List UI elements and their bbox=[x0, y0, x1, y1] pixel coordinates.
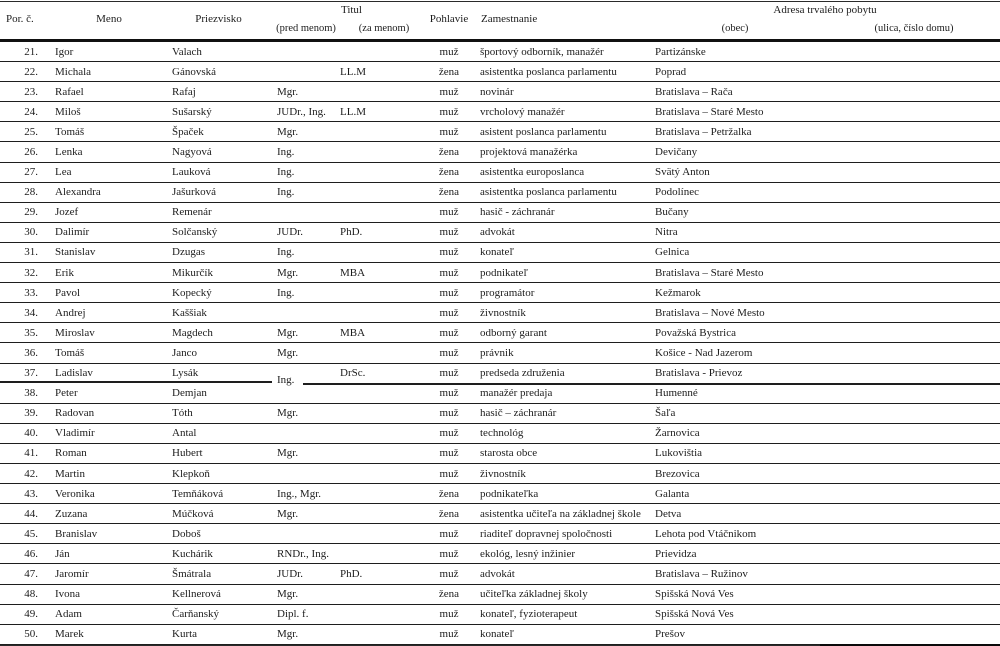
cell-obec: Prievidza bbox=[655, 547, 697, 560]
header-titul-pred-menom: (pred menom) bbox=[276, 23, 336, 34]
table-row bbox=[0, 323, 1000, 343]
table-row bbox=[0, 524, 1000, 544]
cell-titul-pred-menom: JUDr., Ing. bbox=[277, 105, 326, 118]
cell-priezvisko: Nagyová bbox=[172, 146, 212, 159]
cell-titul-pred-menom: Mgr. bbox=[277, 346, 299, 359]
cell-priezvisko: Špaček bbox=[172, 125, 204, 138]
cell-zamestnanie: novinár bbox=[480, 85, 514, 98]
cell-priezvisko: Kurta bbox=[172, 628, 198, 641]
cell-priezvisko: Doboš bbox=[172, 527, 201, 540]
cell-meno: Zuzana bbox=[55, 507, 88, 520]
cell-por-c: 28. bbox=[24, 186, 38, 199]
cell-meno: Erik bbox=[55, 266, 74, 279]
cell-por-c: 21. bbox=[24, 45, 38, 58]
cell-por-c: 36. bbox=[24, 346, 38, 359]
cell-obec: Podolínec bbox=[655, 186, 699, 199]
cell-obec: Gelnica bbox=[655, 246, 690, 259]
table-row bbox=[0, 564, 1000, 584]
cell-obec: Bratislava – Staré Mesto bbox=[655, 266, 764, 279]
cell-pohlavie: muž bbox=[439, 387, 459, 400]
table-row bbox=[0, 384, 1000, 404]
cell-meno: Martin bbox=[55, 467, 85, 480]
cell-zamestnanie: právnik bbox=[480, 346, 514, 359]
header-zamestnanie: Zamestnanie bbox=[481, 13, 538, 25]
cell-obec: Svätý Anton bbox=[655, 166, 710, 179]
cell-zamestnanie: živnostník bbox=[480, 306, 526, 319]
cell-priezvisko: Tóth bbox=[172, 407, 193, 420]
cell-meno: Branislav bbox=[55, 527, 98, 540]
cell-pohlavie: muž bbox=[439, 266, 459, 279]
cell-obec: Kežmarok bbox=[655, 286, 701, 299]
table-row bbox=[0, 404, 1000, 424]
cell-obec: Poprad bbox=[655, 65, 687, 78]
cell-pohlavie: muž bbox=[439, 367, 459, 380]
cell-titul-za-menom: MBA bbox=[340, 266, 366, 279]
header-por-c: Por. č. bbox=[6, 13, 34, 25]
table-header bbox=[0, 2, 1000, 42]
cell-obec: Partizánske bbox=[655, 45, 706, 58]
persons-registry-table bbox=[0, 1, 1000, 646]
cell-priezvisko: Šmátrala bbox=[172, 567, 212, 580]
header-obec: (obec) bbox=[721, 23, 749, 34]
cell-obec: Galanta bbox=[655, 487, 690, 500]
cell-zamestnanie: asistentka učiteľa na základnej škole bbox=[480, 507, 641, 520]
cell-zamestnanie: advokát bbox=[480, 226, 515, 239]
cell-zamestnanie: projektová manažérka bbox=[480, 146, 578, 159]
cell-titul-pred-menom: RNDr., Ing. bbox=[277, 547, 329, 560]
cell-meno: Miloš bbox=[55, 105, 81, 118]
cell-titul-pred-menom: Mgr. bbox=[277, 628, 299, 641]
cell-titul-pred-menom: Dipl. f. bbox=[277, 608, 309, 621]
header-titul: Titul bbox=[340, 4, 362, 16]
cell-obec: Detva bbox=[655, 507, 682, 520]
cell-priezvisko: Solčanský bbox=[172, 226, 218, 239]
cell-por-c: 41. bbox=[24, 447, 38, 460]
cell-por-c: 39. bbox=[24, 407, 38, 420]
cell-titul-za-menom: LL.M bbox=[340, 105, 366, 118]
cell-por-c: 25. bbox=[24, 125, 38, 138]
cell-zamestnanie: starosta obce bbox=[480, 447, 538, 460]
cell-pohlavie: muž bbox=[439, 567, 459, 580]
header-priezvisko: Priezvisko bbox=[195, 13, 242, 25]
cell-zamestnanie: asistentka poslanca parlamentu bbox=[480, 186, 617, 199]
table-row bbox=[0, 585, 1000, 605]
cell-pohlavie: muž bbox=[439, 427, 459, 440]
cell-titul-za-menom: PhD. bbox=[340, 226, 363, 239]
cell-por-c: 44. bbox=[24, 507, 38, 520]
cell-por-c: 33. bbox=[24, 286, 38, 299]
table-row bbox=[0, 504, 1000, 524]
cell-meno: Lea bbox=[55, 166, 72, 179]
cell-zamestnanie: hasič – záchranár bbox=[480, 407, 557, 420]
cell-meno: Jozef bbox=[55, 206, 79, 219]
cell-obec: Brezovica bbox=[655, 467, 700, 480]
cell-titul-pred-menom: Ing. bbox=[277, 374, 295, 387]
table-body bbox=[0, 42, 1000, 646]
cell-por-c: 45. bbox=[24, 527, 38, 540]
cell-zamestnanie: podnikateľka bbox=[480, 487, 539, 500]
cell-por-c: 26. bbox=[24, 146, 38, 159]
cell-pohlavie: žena bbox=[438, 186, 460, 199]
cell-titul-pred-menom: Mgr. bbox=[277, 326, 299, 339]
cell-obec: Bratislava – Rača bbox=[655, 85, 733, 98]
cell-priezvisko: Janco bbox=[172, 346, 198, 359]
cell-obec: Žarnovica bbox=[655, 427, 700, 440]
cell-obec: Bratislava - Prievoz bbox=[655, 367, 743, 380]
cell-pohlavie: muž bbox=[439, 346, 459, 359]
cell-titul-pred-menom: Mgr. bbox=[277, 266, 299, 279]
cell-meno: Vladimír bbox=[55, 427, 95, 440]
cell-meno: Tomáš bbox=[55, 125, 85, 138]
cell-meno: Ivona bbox=[55, 588, 81, 601]
cell-priezvisko: Temňáková bbox=[172, 487, 224, 500]
cell-obec: Devičany bbox=[655, 146, 698, 159]
cell-meno: Stanislav bbox=[55, 246, 96, 259]
cell-obec: Bratislava – Nové Mesto bbox=[655, 306, 765, 319]
cell-titul-pred-menom: Mgr. bbox=[277, 407, 299, 420]
cell-pohlavie: žena bbox=[438, 507, 460, 520]
cell-zamestnanie: podnikateľ bbox=[480, 266, 528, 279]
cell-zamestnanie: vrcholový manažér bbox=[480, 105, 565, 118]
cell-por-c: 30. bbox=[24, 226, 38, 239]
cell-zamestnanie: odborný garant bbox=[480, 326, 547, 339]
cell-priezvisko: Rafaj bbox=[172, 85, 196, 98]
cell-obec: Považská Bystrica bbox=[655, 326, 736, 339]
cell-obec: Spišská Nová Ves bbox=[655, 588, 734, 601]
table-row bbox=[0, 625, 1000, 645]
table-row bbox=[0, 444, 1000, 464]
cell-por-c: 37. bbox=[24, 367, 38, 380]
cell-priezvisko: Lysák bbox=[172, 367, 199, 380]
cell-obec: Nitra bbox=[655, 226, 678, 239]
cell-zamestnanie: učiteľka základnej školy bbox=[480, 588, 588, 601]
table-row bbox=[0, 283, 1000, 303]
cell-pohlavie: muž bbox=[439, 467, 459, 480]
header-adresa: Adresa trvalého pobytu bbox=[773, 4, 877, 16]
table-row bbox=[0, 544, 1000, 564]
cell-priezvisko: Kellnerová bbox=[172, 588, 221, 601]
cell-por-c: 22. bbox=[24, 65, 38, 78]
cell-pohlavie: muž bbox=[439, 45, 459, 58]
cell-por-c: 31. bbox=[24, 246, 38, 259]
cell-pohlavie: žena bbox=[438, 146, 460, 159]
cell-priezvisko: Remenár bbox=[172, 206, 212, 219]
cell-meno: Peter bbox=[55, 387, 78, 400]
cell-por-c: 40. bbox=[24, 427, 38, 440]
cell-meno: Andrej bbox=[55, 306, 86, 319]
cell-meno: Michala bbox=[55, 65, 92, 78]
table-row bbox=[0, 484, 1000, 504]
cell-titul-pred-menom: Mgr. bbox=[277, 85, 299, 98]
cell-pohlavie: muž bbox=[439, 547, 459, 560]
cell-por-c: 49. bbox=[24, 608, 38, 621]
cell-priezvisko: Kuchárik bbox=[172, 547, 213, 560]
table-row bbox=[0, 122, 1000, 142]
cell-titul-pred-menom: Ing., Mgr. bbox=[277, 487, 321, 500]
cell-priezvisko: Čarňanský bbox=[172, 608, 220, 621]
table-row bbox=[0, 62, 1000, 82]
cell-priezvisko: Lauková bbox=[172, 166, 211, 179]
cell-zamestnanie: hasič - záchranár bbox=[480, 206, 555, 219]
cell-meno: Ladislav bbox=[55, 367, 93, 380]
cell-pohlavie: muž bbox=[439, 527, 459, 540]
cell-obec: Bratislava – Petržalka bbox=[655, 125, 752, 138]
table-row bbox=[0, 343, 1000, 363]
table-row bbox=[0, 605, 1000, 625]
table-row bbox=[0, 263, 1000, 283]
cell-por-c: 35. bbox=[24, 326, 38, 339]
cell-obec: Bučany bbox=[655, 206, 689, 219]
cell-priezvisko: Kaššiak bbox=[172, 306, 207, 319]
cell-pohlavie: muž bbox=[439, 226, 459, 239]
cell-por-c: 29. bbox=[24, 206, 38, 219]
cell-meno: Roman bbox=[55, 447, 87, 460]
cell-priezvisko: Gánovská bbox=[172, 65, 216, 78]
table-row bbox=[0, 42, 1000, 62]
cell-obec: Humenné bbox=[655, 387, 698, 400]
cell-por-c: 47. bbox=[24, 567, 38, 580]
cell-pohlavie: muž bbox=[439, 286, 459, 299]
cell-meno: Miroslav bbox=[55, 326, 95, 339]
cell-pohlavie: muž bbox=[439, 206, 459, 219]
cell-titul-pred-menom: Mgr. bbox=[277, 507, 299, 520]
cell-por-c: 43. bbox=[24, 487, 38, 500]
cell-priezvisko: Sušarský bbox=[172, 105, 212, 118]
cell-priezvisko: Antal bbox=[172, 427, 197, 440]
cell-zamestnanie: športový odborník, manažér bbox=[480, 45, 604, 58]
cell-pohlavie: muž bbox=[439, 125, 459, 138]
cell-meno: Alexandra bbox=[55, 186, 101, 199]
cell-por-c: 48. bbox=[24, 588, 38, 601]
table-row bbox=[0, 464, 1000, 484]
cell-meno: Lenka bbox=[55, 146, 83, 159]
header-ulica-cislo-domu: (ulica, číslo domu) bbox=[874, 23, 954, 34]
table-row bbox=[0, 163, 1000, 183]
cell-por-c: 42. bbox=[24, 467, 38, 480]
cell-pohlavie: muž bbox=[439, 447, 459, 460]
cell-priezvisko: Klepkoň bbox=[172, 467, 210, 480]
cell-pohlavie: žena bbox=[438, 487, 460, 500]
cell-priezvisko: Valach bbox=[172, 45, 202, 58]
cell-zamestnanie: konateľ, fyzioterapeut bbox=[480, 608, 578, 621]
cell-priezvisko: Magdech bbox=[172, 326, 213, 339]
cell-meno: Tomáš bbox=[55, 346, 85, 359]
cell-meno: Pavol bbox=[55, 286, 81, 299]
cell-meno: Veronika bbox=[55, 487, 95, 500]
cell-titul-pred-menom: Mgr. bbox=[277, 588, 299, 601]
cell-zamestnanie: technológ bbox=[480, 427, 524, 440]
cell-zamestnanie: riaditeľ dopravnej spoločnosti bbox=[480, 527, 613, 540]
cell-pohlavie: muž bbox=[439, 85, 459, 98]
cell-obec: Bratislava – Staré Mesto bbox=[655, 105, 764, 118]
cell-meno: Adam bbox=[55, 608, 82, 621]
table-row bbox=[0, 223, 1000, 243]
cell-titul-pred-menom: Mgr. bbox=[277, 447, 299, 460]
cell-priezvisko: Hubert bbox=[172, 447, 203, 460]
cell-por-c: 46. bbox=[24, 547, 38, 560]
cell-titul-pred-menom: Ing. bbox=[277, 246, 295, 259]
cell-zamestnanie: ekológ, lesný inžinier bbox=[480, 547, 576, 560]
cell-zamestnanie: asistent poslanca parlamentu bbox=[480, 125, 607, 138]
cell-meno: Dalimír bbox=[55, 226, 90, 239]
cell-zamestnanie: asistentka poslanca parlamentu bbox=[480, 65, 617, 78]
header-titul-za-menom: (za menom) bbox=[358, 23, 410, 34]
cell-obec: Lehota pod Vtáčnikom bbox=[655, 527, 757, 540]
cell-priezvisko: Demjan bbox=[172, 387, 207, 400]
cell-obec: Šaľa bbox=[655, 407, 676, 420]
cell-pohlavie: žena bbox=[438, 166, 460, 179]
cell-pohlavie: muž bbox=[439, 306, 459, 319]
table-row bbox=[0, 203, 1000, 223]
cell-titul-za-menom: DrSc. bbox=[340, 367, 366, 380]
cell-zamestnanie: programátor bbox=[480, 286, 535, 299]
cell-titul-pred-menom: JUDr. bbox=[277, 226, 303, 239]
cell-titul-pred-menom: Ing. bbox=[277, 146, 295, 159]
cell-titul-za-menom: LL.M bbox=[340, 65, 366, 78]
cell-meno: Radovan bbox=[55, 407, 95, 420]
cell-priezvisko: Jašurková bbox=[172, 186, 216, 199]
cell-por-c: 27. bbox=[24, 166, 38, 179]
cell-por-c: 38. bbox=[24, 387, 38, 400]
cell-titul-pred-menom: Mgr. bbox=[277, 125, 299, 138]
cell-titul-za-menom: MBA bbox=[340, 326, 366, 339]
cell-titul-pred-menom: JUDr. bbox=[277, 567, 303, 580]
cell-meno: Igor bbox=[55, 45, 74, 58]
cell-pohlavie: muž bbox=[439, 407, 459, 420]
cell-priezvisko: Múčková bbox=[172, 507, 214, 520]
cell-titul-pred-menom: Ing. bbox=[277, 166, 295, 179]
table-row bbox=[0, 243, 1000, 263]
cell-priezvisko: Kopecký bbox=[172, 286, 212, 299]
cell-titul-za-menom: PhD. bbox=[340, 567, 363, 580]
cell-obec: Spišská Nová Ves bbox=[655, 608, 734, 621]
cell-pohlavie: muž bbox=[439, 105, 459, 118]
table-row bbox=[0, 364, 1000, 387]
cell-obec: Bratislava – Ružinov bbox=[655, 567, 748, 580]
cell-por-c: 24. bbox=[24, 105, 38, 118]
cell-pohlavie: žena bbox=[438, 65, 460, 78]
cell-meno: Jaromír bbox=[55, 567, 89, 580]
cell-obec: Lukovištia bbox=[655, 447, 703, 460]
cell-zamestnanie: živnostník bbox=[480, 467, 526, 480]
cell-por-c: 50. bbox=[24, 628, 38, 641]
cell-zamestnanie: asistentka europoslanca bbox=[480, 166, 585, 179]
cell-por-c: 32. bbox=[24, 266, 38, 279]
cell-obec: Košice - Nad Jazerom bbox=[655, 346, 753, 359]
cell-priezvisko: Mikurčík bbox=[172, 266, 213, 279]
table-row bbox=[0, 82, 1000, 102]
cell-zamestnanie: advokát bbox=[480, 567, 515, 580]
header-pohlavie: Pohlavie bbox=[429, 13, 469, 25]
table-row bbox=[0, 303, 1000, 323]
cell-por-c: 34. bbox=[24, 306, 38, 319]
table-row bbox=[0, 102, 1000, 122]
table-row bbox=[0, 424, 1000, 444]
cell-titul-pred-menom: Ing. bbox=[277, 186, 295, 199]
cell-priezvisko: Dzugas bbox=[172, 246, 205, 259]
table-row bbox=[0, 142, 1000, 162]
header-meno: Meno bbox=[96, 13, 122, 25]
cell-pohlavie: muž bbox=[439, 326, 459, 339]
cell-titul-pred-menom: Ing. bbox=[277, 286, 295, 299]
cell-por-c: 23. bbox=[24, 85, 38, 98]
cell-zamestnanie: manažér predaja bbox=[480, 387, 553, 400]
cell-pohlavie: muž bbox=[439, 608, 459, 621]
cell-meno: Ján bbox=[55, 547, 70, 560]
cell-pohlavie: muž bbox=[439, 628, 459, 641]
table-row bbox=[0, 183, 1000, 203]
cell-meno: Rafael bbox=[55, 85, 84, 98]
cell-obec: Prešov bbox=[655, 628, 685, 641]
cell-zamestnanie: konateľ bbox=[480, 628, 514, 641]
cell-pohlavie: žena bbox=[438, 588, 460, 601]
cell-zamestnanie: konateľ bbox=[480, 246, 514, 259]
cell-pohlavie: muž bbox=[439, 246, 459, 259]
cell-meno: Marek bbox=[55, 628, 84, 641]
cell-zamestnanie: predseda združenia bbox=[480, 367, 565, 380]
